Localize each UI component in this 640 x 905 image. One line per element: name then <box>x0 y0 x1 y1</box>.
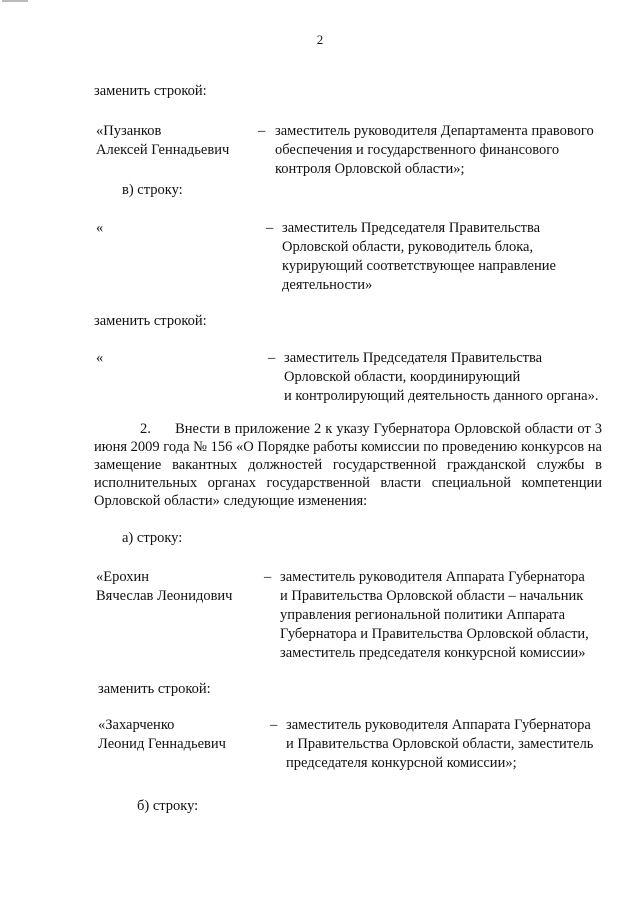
instruction-replace-3: заменить строкой: <box>98 681 211 697</box>
entry-5-name: «Захарченко Леонид Геннадьевич <box>98 717 226 752</box>
entry-4-dash: – <box>264 569 272 585</box>
entry-3-dash: – <box>268 350 276 366</box>
paragraph-2-text: Внести в приложение 2 к указу Губернатора Орловской области от 3 июня 2009 года № 156 «О Порядке работы комиссии по проведению конкурсов на замещение вакантных должностей государственной гражданской службы в исполнительных органах государственной власти специальной компетенции Орловской области» следующие изменения: <box>94 421 602 509</box>
entry-4-name: «Ерохин Вячеслав Леонидович <box>96 569 233 604</box>
entry-3-name: « <box>96 350 104 366</box>
scan-artifact-line <box>2 0 28 2</box>
paragraph-2 <box>94 420 602 510</box>
entry-2-name: « <box>96 220 104 236</box>
page-number: 2 <box>316 32 324 47</box>
entry-2-dash: – <box>266 220 274 236</box>
entry-1-text: заместитель руководителя Департамента правового обеспечения и государственного финансового контроля Орловской области»; <box>275 123 594 177</box>
instruction-b: б) строку: <box>137 798 199 814</box>
entry-1-name: «Пузанков Алексей Геннадьевич <box>96 123 230 158</box>
entry-5-dash: – <box>270 717 278 733</box>
instruction-replace-1: заменить строкой: <box>94 83 207 99</box>
instruction-v: в) строку: <box>122 182 183 198</box>
instruction-replace-2: заменить строкой: <box>94 313 207 329</box>
entry-1-dash: – <box>258 123 266 139</box>
entry-4-text: заместитель руководителя Аппарата Губернатора и Правительства Орловской области – начальник управления региональной политики Аппарата Губернатора и Правительства Орловской области, заместитель председателя конкурсной комиссии» <box>280 569 589 661</box>
entry-2-text: заместитель Председателя Правительства Орловской области, руководитель блока, курирующий соответствующее направление деятельности» <box>282 220 556 293</box>
instruction-a: а) строку: <box>122 530 183 546</box>
entry-3-text: заместитель Председателя Правительства Орловской области, координирующий и контролирующий деятельность данного органа». <box>284 350 599 404</box>
paragraph-2-number: 2. <box>140 421 151 437</box>
entry-5-text: заместитель руководителя Аппарата Губернатора и Правительства Орловской области, заместитель председателя конкурсной комиссии»; <box>286 717 594 771</box>
